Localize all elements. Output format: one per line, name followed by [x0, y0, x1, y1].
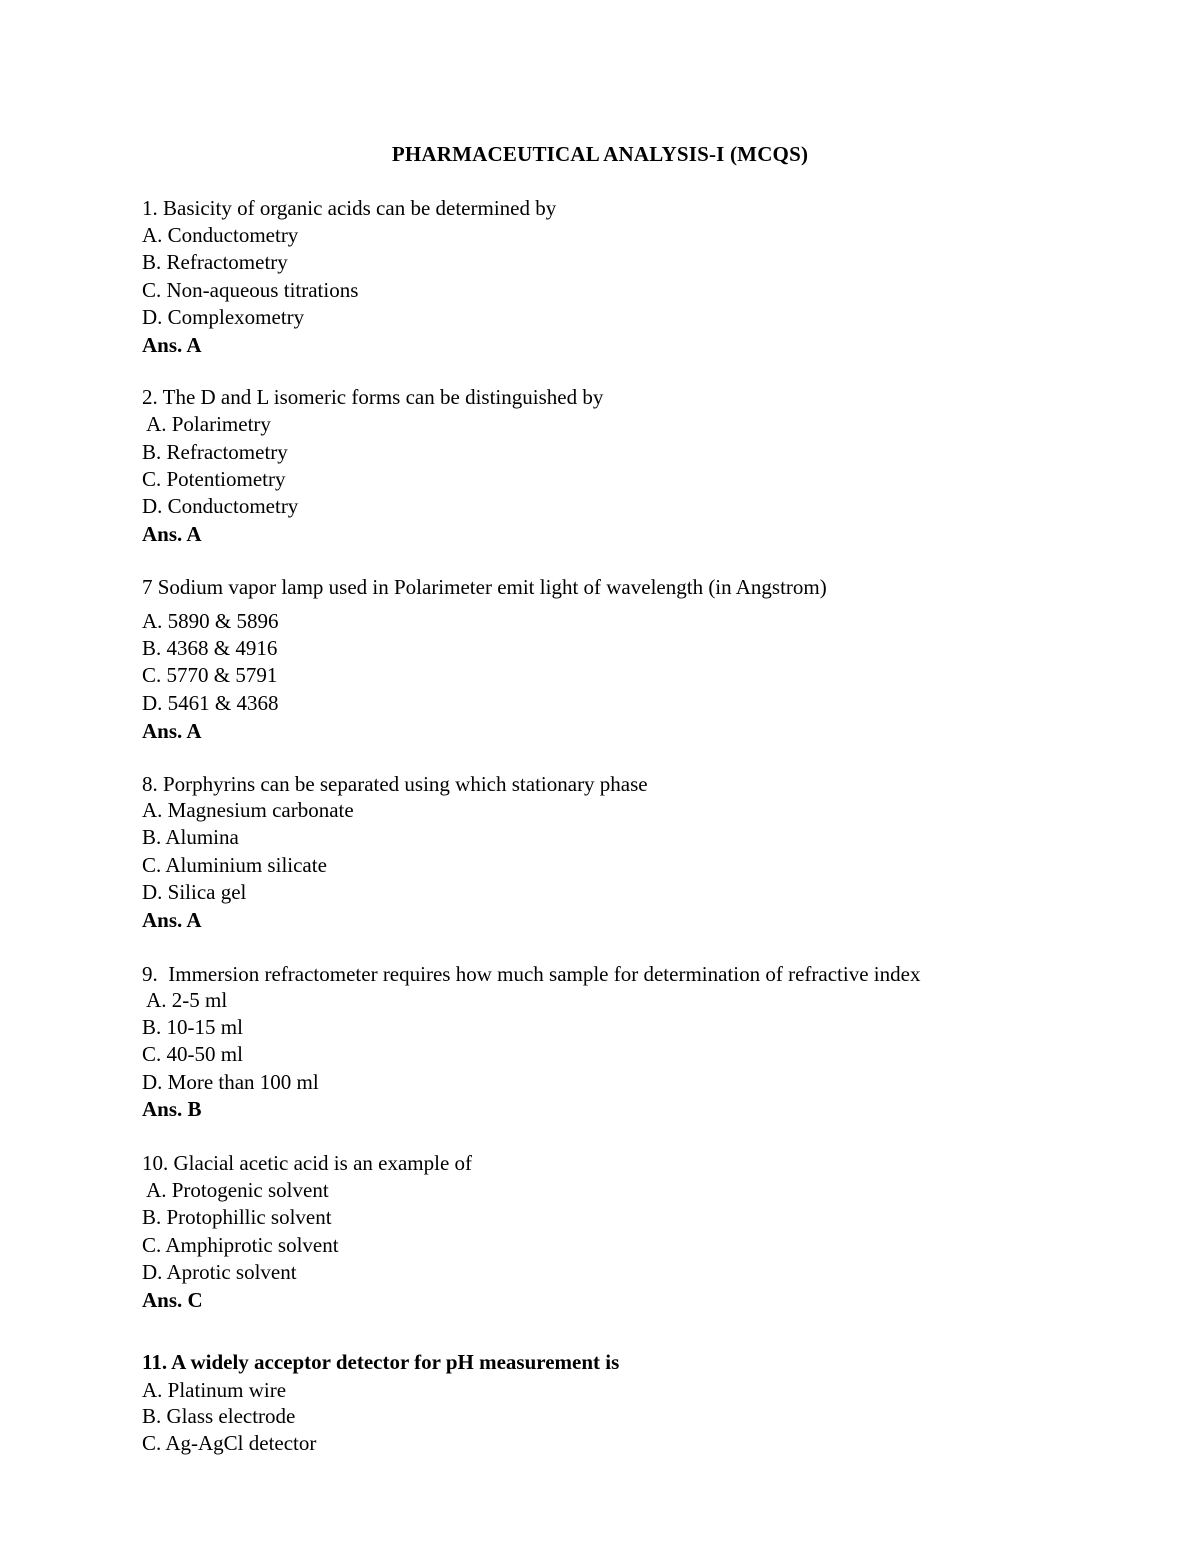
question-10-option-d: D. Aprotic solvent	[142, 1260, 297, 1284]
question-11-option-b: B. Glass electrode	[142, 1404, 296, 1428]
question-1-option-a: A. Conductometry	[142, 223, 299, 247]
question-10-answer: Ans. C	[142, 1288, 203, 1312]
question-11-text: 11. A widely acceptor detector for pH measurement is	[142, 1350, 620, 1374]
question-8-option-b: B. Alumina	[142, 825, 239, 849]
question-8-answer: Ans. A	[142, 908, 202, 932]
question-1-option-b: B. Refractometry	[142, 250, 288, 274]
question-8-option-d: D. Silica gel	[142, 880, 247, 904]
question-1-option-c: C. Non-aqueous titrations	[142, 278, 359, 302]
question-1-option-d: D. Complexometry	[142, 305, 305, 329]
question-10-text: 10. Glacial acetic acid is an example of	[142, 1151, 473, 1175]
question-8-option-a: A. Magnesium carbonate	[142, 798, 354, 822]
question-2-answer: Ans. A	[142, 522, 202, 546]
question-8-text: 8. Porphyrins can be separated using which stationary phase	[142, 772, 648, 796]
document-title: PHARMACEUTICAL ANALYSIS-I (MCQS)	[391, 142, 809, 166]
question-1-answer: Ans. A	[142, 333, 202, 357]
question-7-option-d: D. 5461 & 4368	[142, 691, 279, 715]
question-9-text: 9. Immersion refractometer requires how much sample for determination of refractive index	[142, 962, 921, 986]
question-2-text: 2. The D and L isomeric forms can be distinguished by	[142, 385, 604, 409]
question-7-text: 7 Sodium vapor lamp used in Polarimeter emit light of wavelength (in Angstrom)	[142, 575, 827, 599]
question-9-option-d: D. More than 100 ml	[142, 1070, 319, 1094]
question-7-option-c: C. 5770 & 5791	[142, 663, 278, 687]
question-2-option-b: B. Refractometry	[142, 440, 288, 464]
question-7-option-b: B. 4368 & 4916	[142, 636, 278, 660]
question-8-option-c: C. Aluminium silicate	[142, 853, 327, 877]
question-2-option-c: C. Potentiometry	[142, 467, 286, 491]
question-2-option-d: D. Conductometry	[142, 494, 299, 518]
question-7-answer: Ans. A	[142, 719, 202, 743]
question-1-text: 1. Basicity of organic acids can be determined by	[142, 196, 557, 220]
question-9-option-b: B. 10-15 ml	[142, 1015, 243, 1039]
question-11-option-a: A. Platinum wire	[142, 1378, 287, 1402]
question-9-answer: Ans. B	[142, 1097, 202, 1121]
question-10-option-a: A. Protogenic solvent	[142, 1178, 329, 1202]
question-11-option-c: C. Ag-AgCl detector	[142, 1431, 317, 1455]
question-7-option-a: A. 5890 & 5896	[142, 609, 279, 633]
question-10-option-b: B. Protophillic solvent	[142, 1205, 332, 1229]
question-10-option-c: C. Amphiprotic solvent	[142, 1233, 339, 1257]
question-2-option-a: A. Polarimetry	[142, 412, 271, 436]
question-9-option-c: C. 40-50 ml	[142, 1042, 243, 1066]
question-9-option-a: A. 2-5 ml	[142, 988, 228, 1012]
